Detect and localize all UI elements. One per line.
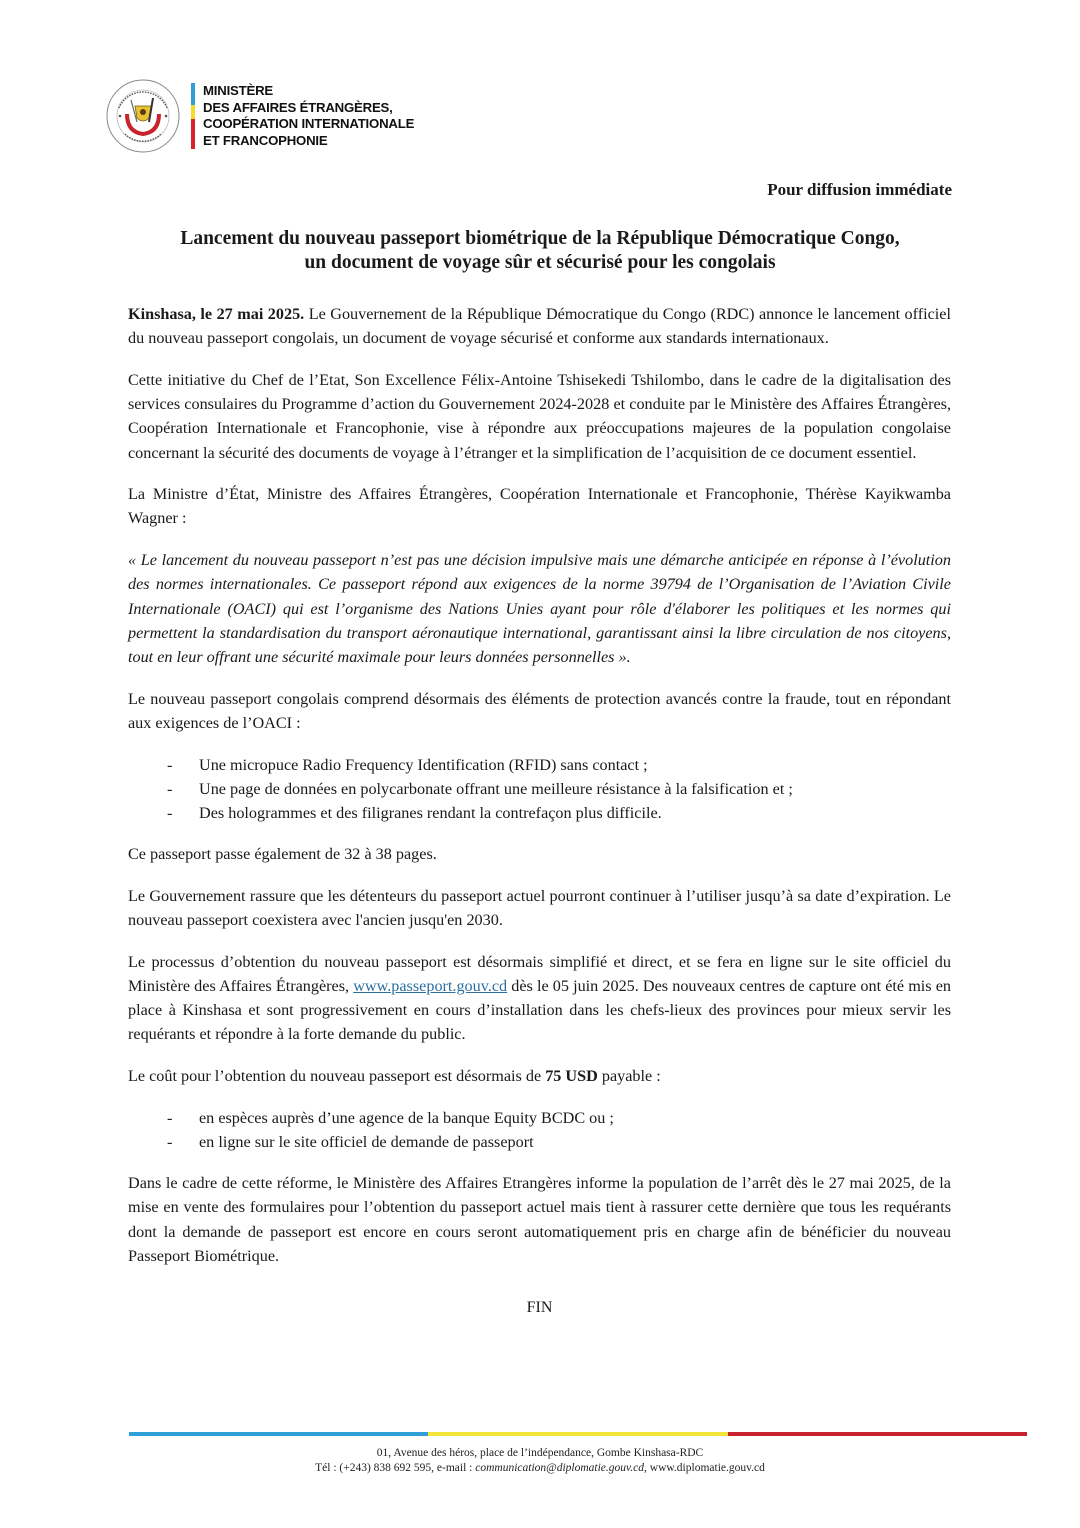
list-item: - Une micropuce Radio Frequency Identification (RFID) sans contact ; bbox=[167, 755, 648, 774]
release-label: Pour diffusion immédiate bbox=[767, 180, 952, 199]
government-seal-icon bbox=[105, 78, 181, 154]
list-item: - en espèces auprès d’une agence de la banque Equity BCDC ou ; bbox=[167, 1108, 614, 1127]
minister-quote: « Le lancement du nouveau passeport n’est pas une décision impulsive mais une démarche anticipée en réponse à l’évolution des normes internationales. Ce passeport répond aux exigences de la norme 39794 de l’Organisation de l’Aviation Civile Internationale (OACI) qui est l’organisme des Nations Unies ayant pour rôle d'élaborer les politiques et les normes qui permettent la standardisation du transport aéronautique international, garantissant ainsi la libre circulation de nos citoyens, tout en leur offrant une sécurité maximale pour leurs données personnelles ». bbox=[128, 551, 951, 666]
paragraph-features-intro: Le nouveau passeport congolais comprend désormais des éléments de protection avancés contre la fraude, tout en répondant aux exigences de l’OACI : bbox=[128, 689, 951, 732]
paragraph-process: Le processus d’obtention du nouveau passeport est désormais simplifié et direct, et se fera en ligne sur le site officiel du Ministère des Affaires Étrangères, www.passeport.gouv.cd dès le 05 juin 2025. Des nouveaux centres de capture ont été mis en place à Kinshasa et sont progressivement en cours d’installation dans les chefs-lieux des provinces pour mieux servir les requérants et répondre à la forte demande du public. bbox=[128, 952, 951, 1044]
flag-color-stripe bbox=[191, 83, 195, 149]
ministry-name bbox=[203, 83, 414, 149]
list-item: - en ligne sur le site officiel de demande de passeport bbox=[167, 1132, 534, 1151]
dateline: Kinshasa, le 27 mai 2025. bbox=[128, 305, 305, 323]
paragraph-intro bbox=[128, 302, 951, 350]
title-line-2: un document de voyage sûr et sécurisé pour les congolais bbox=[304, 252, 776, 273]
intro-text: Le Gouvernement de la République Démocratique du Congo (RDC) annonce le lancement officiel du nouveau passeport congolais, un document de voyage sécurisé et conforme aux standards internationaux. bbox=[128, 305, 951, 348]
footer-website[interactable]: www.diplomatie.gouv.cd bbox=[649, 1462, 765, 1474]
paragraph-minister: La Ministre d’État, Ministre des Affaires Étrangères, Coopération Internationale et Francophonie, Thérèse Kayikwamba Wagner : bbox=[128, 485, 951, 528]
feature-list bbox=[128, 753, 951, 826]
paragraph-initiative: Cette initiative du Chef de l’Etat, Son Excellence Félix-Antoine Tshisekedi Tshilombo, dans le cadre de la digitalisation des services consulaires du Programme d’action du Gouvernement 2024-2028 et conduite par le Ministère des Affaires Étrangères, Coopération Internationale et Francophonie, vise à répondre aux préoccupations majeures de la population congolaise concernant la sécurité des documents de voyage à l’étranger et la simplification de l’acquisition de ce document essentiel. bbox=[128, 370, 951, 462]
list-item: - Une page de données en polycarbonate offrant une meilleure résistance à la falsification et ; bbox=[167, 779, 793, 798]
passport-website-link[interactable]: www.passeport.gouv.cd bbox=[353, 976, 508, 995]
footer-email[interactable]: communication@diplomatie.gouv.cd bbox=[475, 1462, 645, 1474]
paragraph-validity: Le Gouvernement rassure que les détenteurs du passeport actuel pourront continuer à l’utiliser jusqu’à sa date d’expiration. Le nouveau passeport coexistera avec l'ancien jusqu'en 2030. bbox=[128, 886, 951, 930]
title-line-1: Lancement du nouveau passeport biométrique de la République Démocratique Congo, bbox=[180, 228, 900, 249]
letterhead bbox=[105, 78, 414, 154]
press-release-title bbox=[100, 227, 980, 275]
footer-address: 01, Avenue des héros, place de l’indépendance, Gombe Kinshasa-RDC bbox=[376, 1447, 704, 1459]
payment-options-list bbox=[128, 1106, 951, 1154]
footer bbox=[100, 1446, 980, 1476]
press-release-body bbox=[128, 302, 951, 1320]
ministry-line: COOPÉRATION INTERNATIONALE bbox=[203, 116, 415, 131]
ministry-line: ET FRANCOPHONIE bbox=[203, 132, 328, 148]
ministry-line: DES AFFAIRES ÉTRANGÈRES, bbox=[203, 99, 393, 115]
paragraph-reform: Dans le cadre de cette réforme, le Ministère des Affaires Etrangères informe la population de l’arrêt dès le 27 mai 2025, de la mise en vente des formulaires pour l’obtention du passeport actuel mais tient à rassurer cette dernière que tous les requérants dont la demande de passeport est encore en cours seront automatiquement pris en charge afin de bénéficier du nouveau Passeport Biométrique. bbox=[128, 1174, 951, 1265]
paragraph-cost: Le coût pour l’obtention du nouveau passeport est désormais de 75 USD payable : bbox=[128, 1067, 661, 1086]
price: 75 USD bbox=[545, 1067, 598, 1086]
footer-color-bar bbox=[129, 1432, 1027, 1436]
list-item: - Des hologrammes et des filigranes rendant la contrefaçon plus difficile. bbox=[167, 803, 662, 822]
ministry-line: MINISTÈRE bbox=[203, 83, 274, 98]
paragraph-pages: Ce passeport passe également de 32 à 38 pages. bbox=[128, 845, 437, 864]
footer-contact: Tél : (+243) 838 692 595, e-mail : communication@diplomatie.gouv.cd, www.diplomatie.gouv.cd bbox=[315, 1462, 765, 1474]
end-marker: FIN bbox=[526, 1299, 553, 1316]
